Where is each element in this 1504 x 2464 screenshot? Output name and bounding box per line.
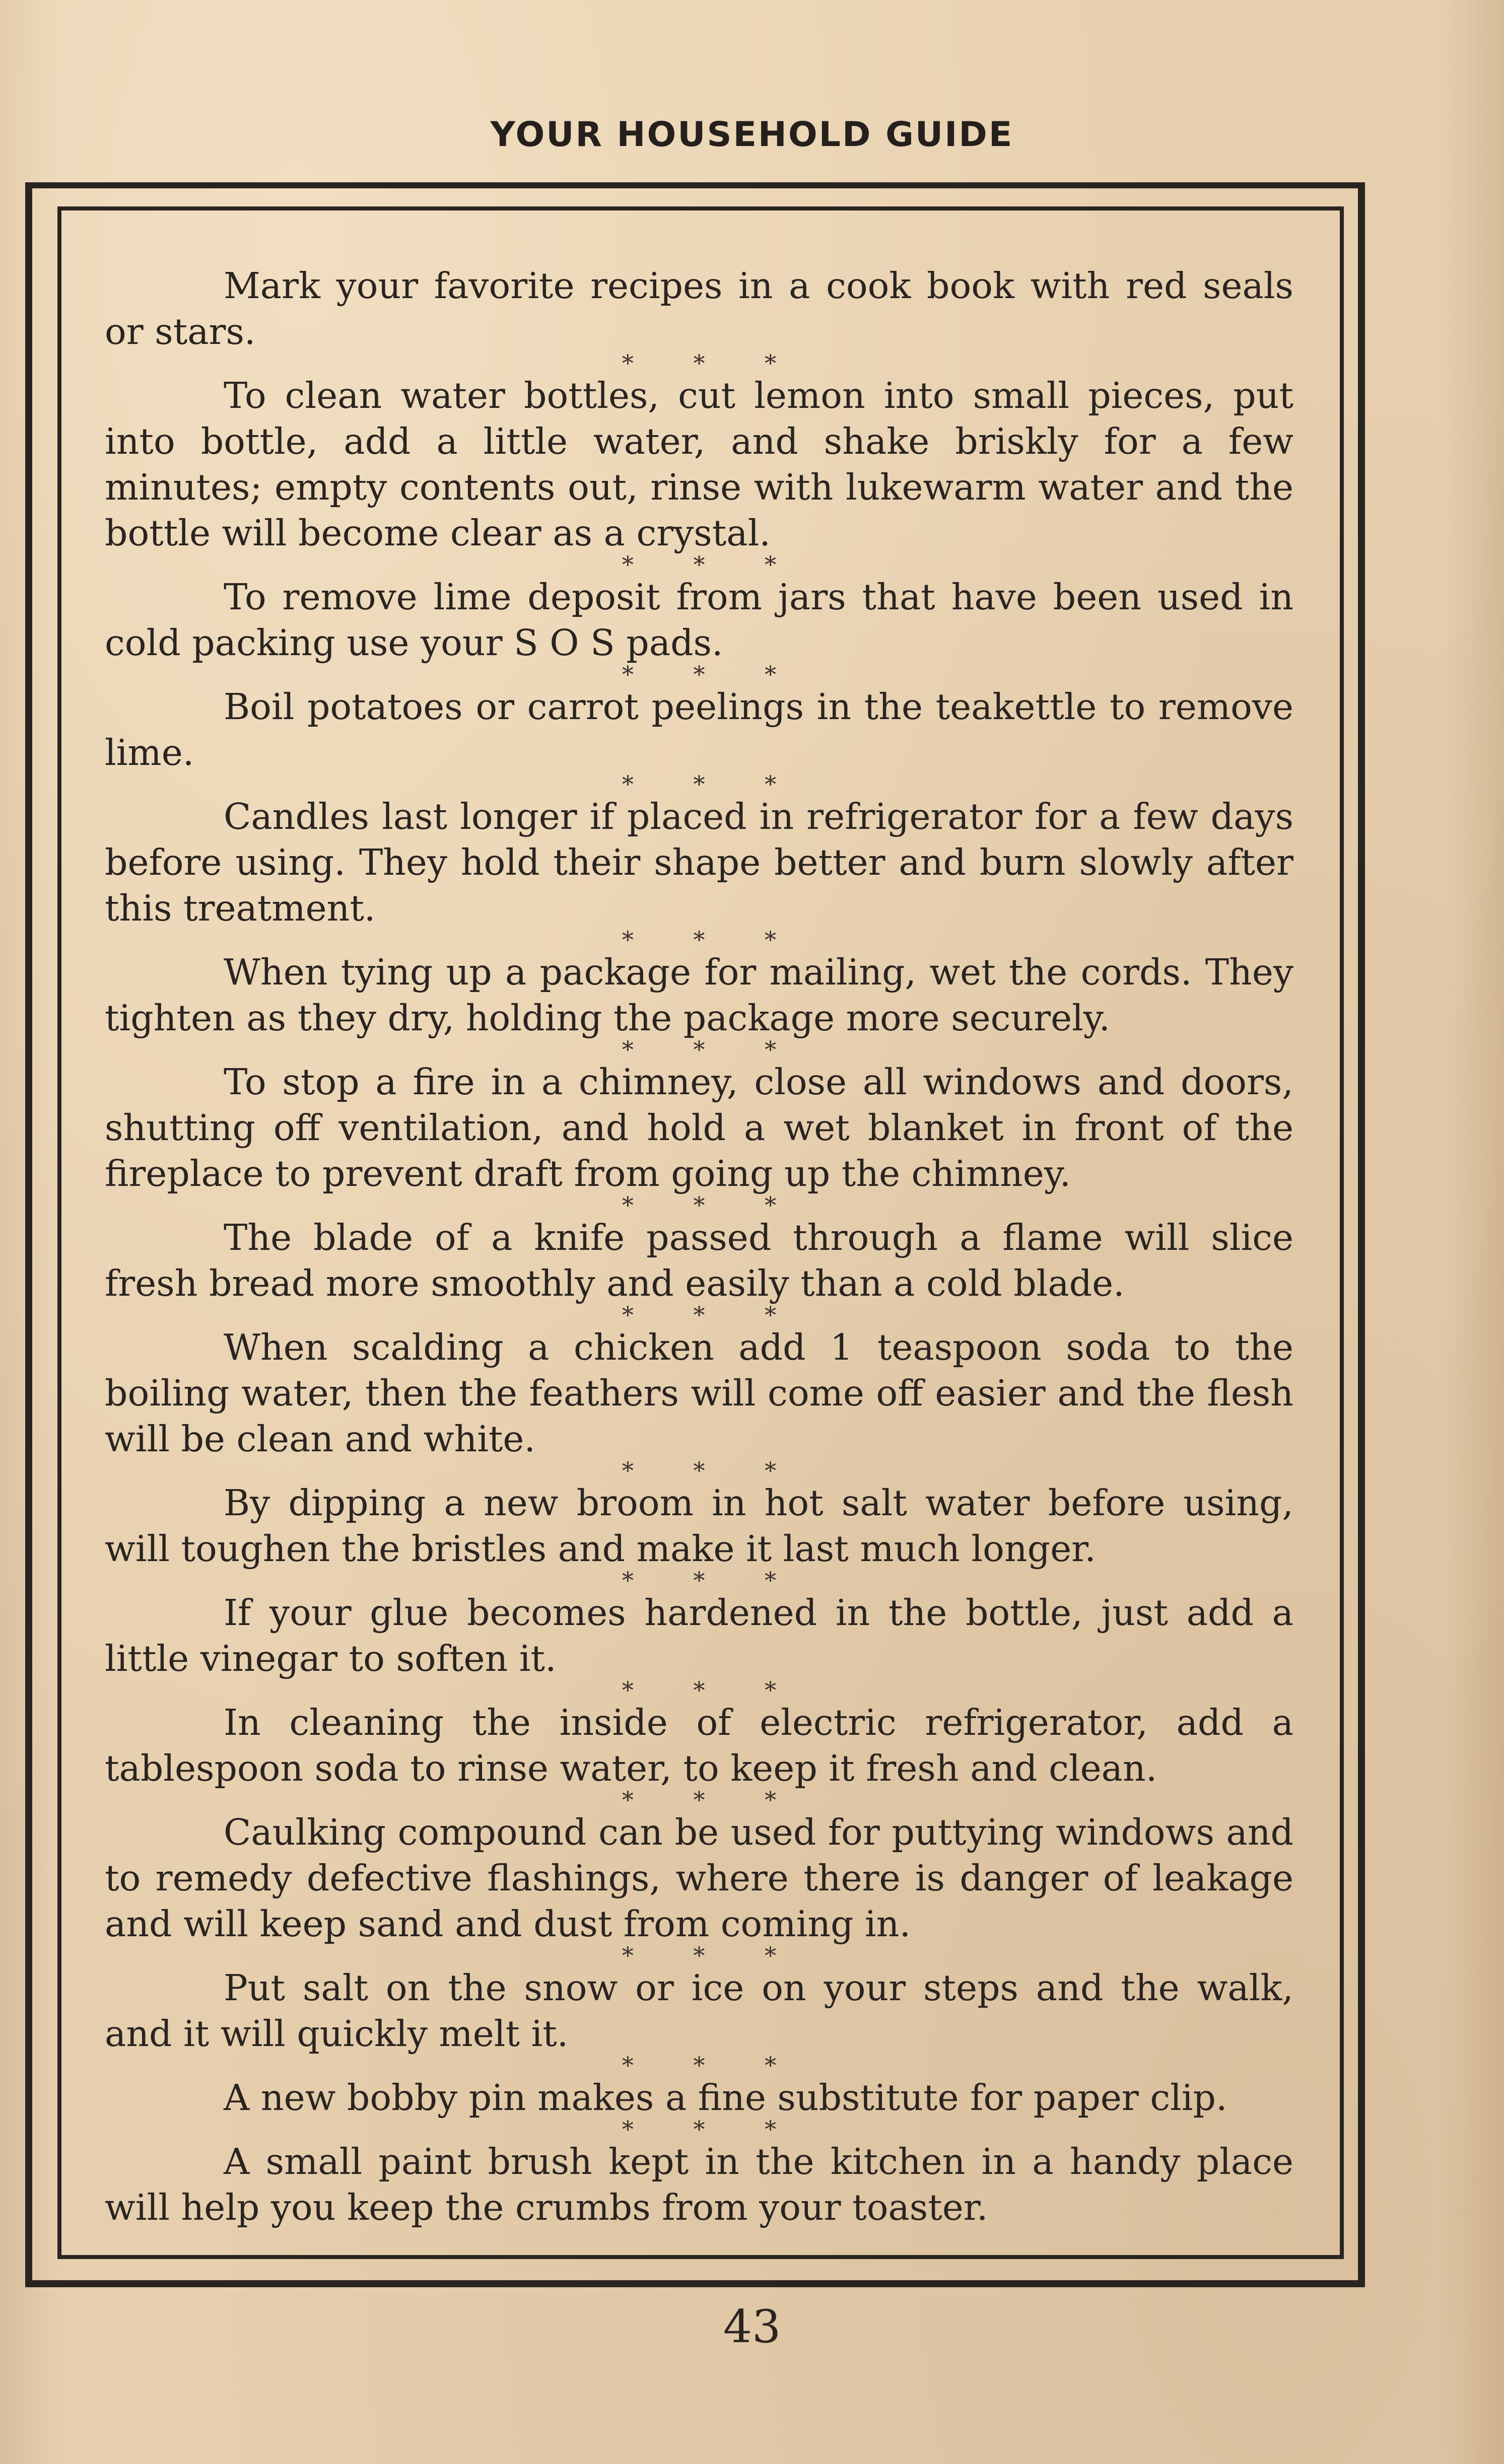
tip-paragraph: If your glue becomes hardened in the bottle, just add a little vinegar to soften it. — [105, 1592, 1293, 1679]
section-separator: * * * — [622, 1301, 803, 1328]
section-separator: * * * — [622, 661, 803, 688]
tip-paragraph: To clean water bottles, cut lemon into small pieces, put into bottle, add a little water, and shake briskly for a few minutes; empty contents out, rinse with lukewarm water and the bottle will become clear as a crystal. — [105, 375, 1293, 554]
tip-paragraph: When scalding a chicken add 1 teaspoon soda to the boiling water, then the feathers will come off easier and the flesh will be clean and white. — [105, 1326, 1293, 1460]
section-separator: * * * — [622, 926, 803, 953]
tip-paragraph: A small paint brush kept in the kitchen in a handy place will help you keep the crumbs from your toaster. — [105, 2141, 1293, 2228]
page-number: 43 — [723, 2300, 781, 2353]
tip-paragraph: Mark your favorite recipes in a cook book with red seals or stars. — [105, 265, 1293, 353]
tip-paragraph: Candles last longer if placed in refrigerator for a few days before using. They hold their shape better and burn slowly after this treatment. — [105, 796, 1293, 929]
page-header: YOUR HOUSEHOLD GUIDE — [490, 115, 1014, 155]
section-separator: * * * — [622, 1942, 803, 1969]
section-separator: * * * — [622, 1457, 803, 1484]
section-separator: * * * — [622, 551, 803, 578]
section-separator: * * * — [622, 1036, 803, 1063]
section-separator: * * * — [622, 770, 803, 798]
section-separator: * * * — [622, 2052, 803, 2079]
tips-content — [105, 263, 1293, 2230]
tip-paragraph: When tying up a package for mailing, wet the cords. They tighten as they dry, holding the package more securely. — [105, 951, 1293, 1039]
tip-paragraph: In cleaning the inside of electric refrigerator, add a tablespoon soda to rinse water, to keep it fresh and clean. — [105, 1702, 1293, 1789]
tip-paragraph: To stop a fire in a chimney, close all windows and doors, shutting off ventilation, and hold a wet blanket in front of the fireplace to prevent draft from going up the chimney. — [105, 1061, 1293, 1194]
tip-paragraph: Put salt on the snow or ice on your steps and the walk, and it will quickly melt it. — [105, 1967, 1293, 2055]
section-separator: * * * — [622, 1191, 803, 1219]
tip-paragraph: By dipping a new broom in hot salt water before using, will toughen the bristles and make it last much longer. — [105, 1482, 1293, 1570]
section-separator: * * * — [622, 1676, 803, 1704]
tip-paragraph: A new bobby pin makes a fine substitute for paper clip. — [224, 2077, 1227, 2119]
tip-paragraph: To remove lime deposit from jars that have been used in cold packing use your S O S pads. — [105, 576, 1293, 664]
section-separator: * * * — [622, 2116, 803, 2143]
section-separator: * * * — [622, 1567, 803, 1594]
tip-paragraph: Caulking compound can be used for puttying windows and to remedy defective flashings, where there is danger of leakage and will keep sand and dust from coming in. — [105, 1811, 1293, 1945]
section-separator: * * * — [622, 349, 803, 377]
tip-paragraph: The blade of a knife passed through a flame will slice fresh bread more smoothly and easily than a cold blade. — [105, 1217, 1293, 1304]
section-separator: * * * — [622, 1786, 803, 1813]
tip-paragraph: Boil potatoes or carrot peelings in the teakettle to remove lime. — [105, 686, 1293, 773]
